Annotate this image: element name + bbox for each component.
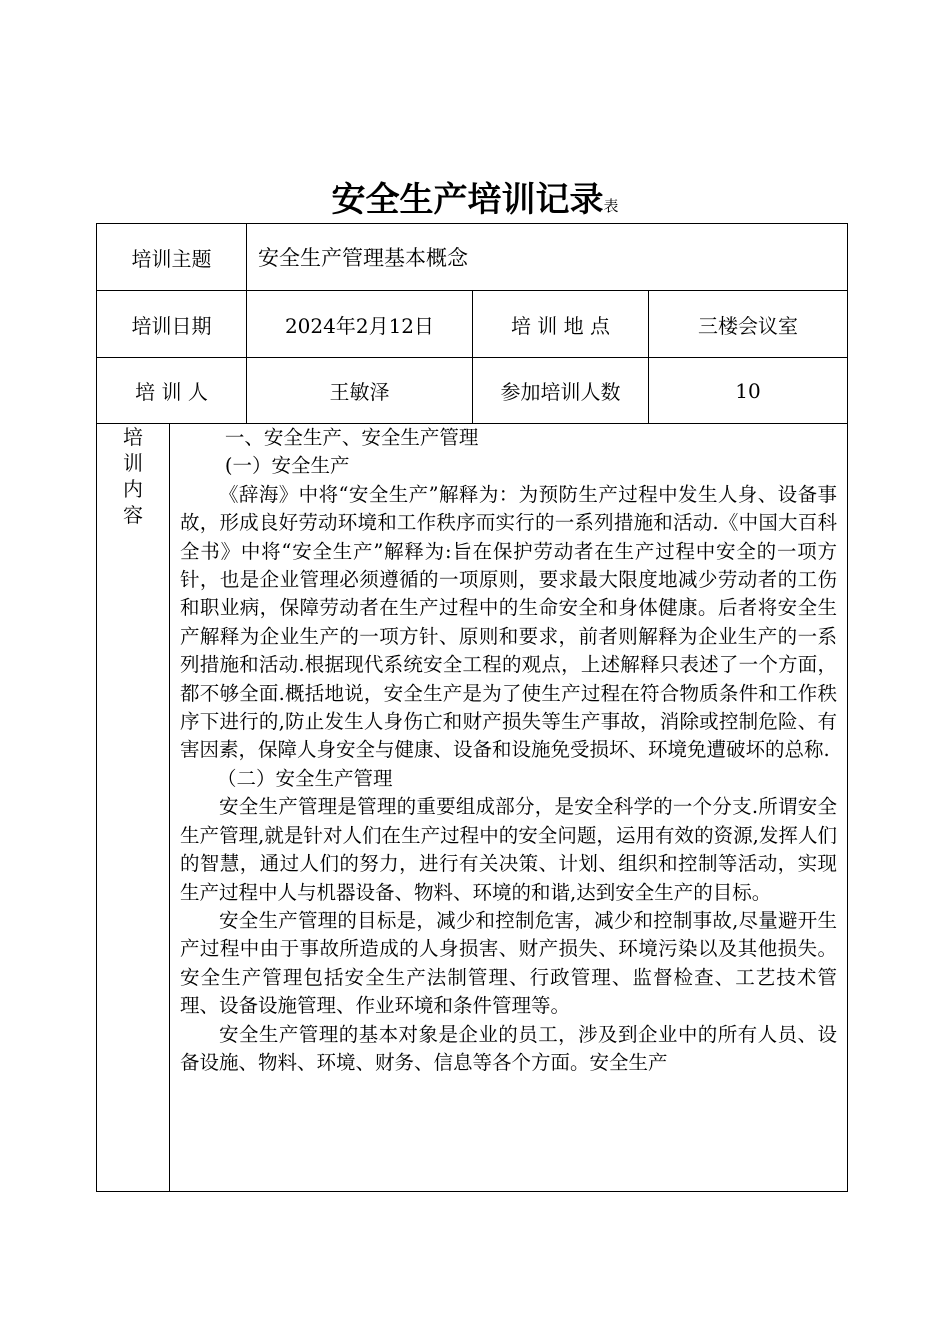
content-label-char: 训 [123, 451, 143, 475]
trainer-label: 培 训 人 [135, 380, 208, 404]
table-border-right [847, 223, 848, 1192]
content-label [97, 424, 169, 528]
location-label: 培 训 地 点 [510, 313, 611, 338]
content-paragraph: 安全生产管理是管理的重要组成部分，是安全科学的一个分支.所谓安全生产管理,就是针对人们在生产过程中的安全问题，运用有效的资源,发挥人们的智慧，通过人们的努力，进行有关决策、计划、组织和控制等活动，实现生产过程中人与机器设备、物料、环境的和谐,达到安全生产的目标。 [180, 795, 837, 904]
title-main: 安全生产培训记录 [331, 180, 604, 220]
date-value: 2024年2月12日 [284, 313, 435, 338]
content-label-divider [169, 423, 170, 1192]
content-paragraph: 《辞海》中将“安全生产”解释为：为预防生产过程中发生人身、设备事故，形成良好劳动环境和工作秩序而实行的一系列措施和活动.《中国大百科全书》中将“安全生产”解释为:旨在保护劳动者在生产过程中安全的一项方针，也是企业管理必须遵循的一项原则，要求最大限度地减少劳动者的工伤和职业病，保障劳动者在生产过程中的生命安全和身体健康。后者将安全生产解释为企业生产的一项方针、原则和要求，前者则解释为企业生产的一系列措施和活动.根据现代系统安全工程的观点，上述解释只表述了一个方面，都不够全面.概括地说，安全生产是为了使生产过程在符合物质条件和工作秩序下进行的,防止发生人身伤亡和财产损失等生产事故，消除或控制危险、有害因素，保障人身安全与健康、设备和设施免受损坏、环境免遭破坏的总称. [180, 482, 837, 762]
table-border-bottom [96, 1191, 848, 1192]
location-value: 三楼会议室 [698, 313, 798, 338]
content-label-char: 容 [123, 503, 143, 527]
content-paragraph: 安全生产管理的目标是，减少和控制危害，减少和控制事故,尽量避开生产过程中由于事故所造成的人身损害、财产损失、环境污染以及其他损失。安全生产管理包括安全生产法制管理、行政管理、监督检查、工艺技术管理、设备设施管理、作业环境和条件管理等。 [180, 908, 837, 1018]
section-heading-1: 一、安全生产、安全生产管理 [224, 426, 479, 449]
document-title [0, 178, 950, 228]
subsection-heading-2: （二）安全生产管理 [217, 766, 393, 790]
content-paragraph: 安全生产管理的基本对象是企业的员工，涉及到企业中的所有人员、设备设施、物料、环境、财务、信息等各个方面。安全生产 [180, 1022, 837, 1074]
title-suffix: 表 [603, 197, 619, 215]
training-content [180, 424, 837, 1077]
content-label-char: 内 [123, 477, 143, 501]
attendee-count-value: 10 [735, 378, 761, 403]
topic-value: 安全生产管理基本概念 [258, 246, 468, 270]
trainer-value: 王敏泽 [329, 380, 390, 404]
date-label: 培训日期 [131, 313, 212, 338]
content-label-char: 培 [123, 425, 143, 449]
topic-label: 培训主题 [131, 246, 212, 271]
subsection-heading-1: (一）安全生产 [224, 454, 350, 478]
attendee-count-label: 参加培训人数 [500, 380, 621, 404]
